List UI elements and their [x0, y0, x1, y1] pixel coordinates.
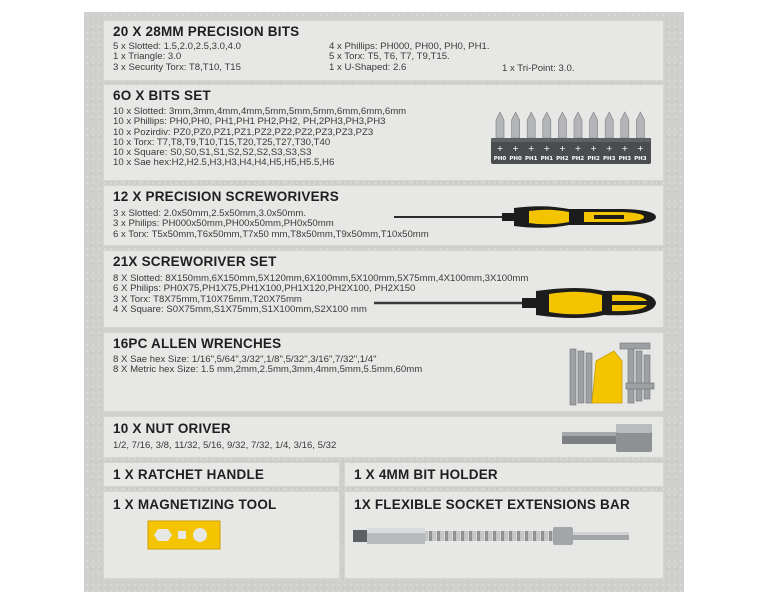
phillips-plus-icon: +	[621, 144, 629, 153]
phillips-plus-icon: +	[637, 144, 644, 153]
section-title: 21X SCREWORIVER SET	[113, 254, 277, 269]
spec-line: 10 x Pozirdiv: PZ0,PZ0,PZ1,PZ1,PZ2,PZ2,PZ2,PZ3,PZ3,PZ3	[113, 126, 374, 138]
flex-coil-segment	[485, 531, 488, 541]
flex-coil-segment	[493, 531, 496, 541]
spec-line: 1 x U-Shaped: 2.6	[329, 61, 407, 73]
screwdriver-bit	[512, 112, 520, 138]
spec-line: 8 X Slotted: 8X150mm,6X150mm,5X120mm,6X100mm,5X100mm,5X75mm,4X100mm,3X100mm	[113, 273, 529, 284]
nut-driver-illustration	[562, 422, 654, 454]
bit-size-label: PH1	[524, 156, 538, 162]
flex-coil-segment	[517, 531, 520, 541]
phillips-plus-icon: +	[574, 144, 582, 153]
screwdriver-bit	[543, 112, 551, 138]
precision-bits-panel	[103, 20, 664, 81]
spec-line: 3 x Security Torx: T8,T10, T15	[113, 61, 241, 73]
spec-line: 3 x Slotted: 2.0x50mm,2.5x50mm,3.0x50mm.	[113, 208, 307, 219]
flex-coil-segment	[481, 531, 484, 541]
spec-line: 3 x Philips: PH000x50mm,PH00x50mm,PH0x50mm	[113, 218, 334, 230]
bit-size-label: PH0	[509, 156, 522, 162]
phillips-plus-icon: +	[527, 144, 535, 153]
ratchet-handle-panel	[103, 462, 340, 487]
flex-coil-segment	[465, 531, 468, 541]
spec-line: 1/2, 7/16, 3/8, 11/32, 5/16, 9/32, 7/32, 1/4, 3/16, 5/32	[113, 440, 337, 451]
section-title: 6O X BITS SET	[113, 88, 211, 103]
flex-coil-segment	[445, 531, 448, 541]
spec-line: 10 x Slotted: 3mm,3mm,4mm,4mm,5mm,5mm,5mm,6mm,6mm,6mm	[113, 106, 407, 117]
spec-column-1	[113, 42, 241, 73]
precision-screwdrivers-panel	[103, 185, 664, 246]
spec-lines	[113, 209, 429, 240]
section-title: 1 X 4MM BIT HOLDER	[354, 467, 498, 482]
section-title: 1 X RATCHET HANDLE	[113, 467, 265, 482]
spec-line: 8 X Metric hex Size: 1.5 mm,2mm,2.5mm,3mm,4mm,5mm,5.5mm,60mm	[113, 364, 423, 376]
phillips-plus-icon: +	[590, 144, 597, 153]
flex-coil-segment	[477, 531, 480, 541]
nut-driver-panel	[103, 416, 664, 458]
screwdriver-bit	[558, 112, 566, 138]
spec-line: 5 x Slotted: 1.5,2.0,2.5,3.0,4.0	[113, 41, 242, 52]
spec-line: 4 X Square: S0X75mm,S1X75mm,S1X100mm,S2X100 mm	[113, 303, 367, 315]
flex-coil-segment	[473, 531, 476, 541]
section-title: 20 X 28MM PRECISION BITS	[113, 24, 300, 39]
flex-coil-segment	[521, 531, 524, 541]
bit-size-label: PH3	[602, 156, 616, 162]
spec-line: 10 x Sae hex:H2,H2.5,H3,H3,H4,H4,H5,H5,H5.5,H6	[113, 157, 335, 169]
section-title: 12 X PRECISION SCREWORIVERS	[113, 189, 339, 204]
flex-coil-segment	[425, 531, 428, 541]
flex-coil-segment	[509, 531, 512, 541]
extension-bar-panel	[344, 491, 664, 579]
flex-coil-segment	[433, 531, 436, 541]
screwdriver-set-panel	[103, 250, 664, 328]
bit-size-label: PH2	[556, 156, 569, 162]
magnetizing-tool-panel	[103, 491, 340, 579]
screwdriver-bit	[527, 112, 535, 138]
flex-coil-segment	[441, 531, 444, 541]
flex-coil-segment	[461, 531, 464, 541]
flex-coil-segment	[549, 531, 552, 541]
bits-set-panel	[103, 84, 664, 181]
bit-size-label: PH2	[587, 156, 600, 162]
spec-column-2	[329, 42, 490, 73]
screwdriver-bit	[605, 112, 613, 138]
flex-coil-segment	[525, 531, 528, 541]
bit-holder-panel	[344, 462, 664, 487]
spec-line: 5 x Torx: T5, T6, T7, T9,T15.	[329, 51, 450, 63]
flex-coil-segment	[469, 531, 472, 541]
phillips-plus-icon: +	[512, 144, 519, 153]
spec-line: 3 X Torx: T8X75mm,T10X75mm,T20X75mm	[113, 293, 302, 305]
spec-lines	[113, 107, 406, 169]
section-title: 16PC ALLEN WRENCHES	[113, 336, 282, 351]
flex-coil-segment	[529, 531, 532, 541]
precision-screwdriver-illustration	[394, 200, 659, 234]
flex-coil-segment	[497, 531, 500, 541]
flex-coil-segment	[505, 531, 508, 541]
allen-wrenches-panel	[103, 332, 664, 412]
flex-coil-segment	[501, 531, 504, 541]
screwdriver-bit	[590, 112, 598, 138]
spec-line: 10 x Torx: T7,T8,T9,T10,T15,T20,T25,T27,T30,T40	[113, 136, 331, 148]
allen-wrench-illustration	[566, 341, 656, 409]
screwdriver-bit	[621, 112, 629, 138]
flex-coil-segment	[437, 531, 440, 541]
spec-line: 10 x Square: S0,S0,S1,S1,S2,S2,S2,S3,S3,S3	[113, 147, 312, 159]
flex-coil-segment	[453, 531, 456, 541]
screwdriver-bit	[496, 112, 504, 138]
flex-coil-segment	[533, 531, 536, 541]
spec-lines	[113, 355, 422, 376]
spec-line: 1 x Triangle: 3.0	[113, 51, 182, 63]
flex-coil-segment	[457, 531, 460, 541]
phillips-plus-icon: +	[543, 144, 551, 153]
phillips-plus-icon: +	[559, 144, 566, 153]
bit-rack-illustration	[491, 112, 651, 164]
flex-coil-segment	[449, 531, 452, 541]
screwdriver-bit	[574, 112, 582, 138]
section-title: 10 X NUT ORIVER	[113, 421, 231, 436]
spec-line: 4 x Phillips: PH000, PH00, PH0, PH1.	[329, 41, 490, 52]
spec-line: 6 X Philips: PH0X75,PH1X75,PH1X100,PH1X120,PH2X100, PH2X150	[113, 283, 416, 295]
spec-lines	[113, 441, 336, 451]
screwdriver-illustration	[374, 285, 659, 321]
spec-line: 6 x Torx: T5x50mm,T6x50mm,T7x50 mm,T8x50mm,T9x50mm,T10x50mm	[113, 228, 429, 240]
spec-line: 10 x Phillips: PH0,PH0, PH1,PH1 PH2,PH2, PH,2PH3,PH3,PH3	[113, 116, 386, 128]
flex-coil-segment	[513, 531, 516, 541]
phillips-plus-icon: +	[605, 144, 613, 153]
bit-size-label: PH0	[493, 156, 507, 162]
flex-coil-segment	[545, 531, 548, 541]
section-title: 1 X MAGNETIZING TOOL	[113, 497, 277, 512]
bit-size-label: PH3	[618, 156, 632, 162]
flex-coil-segment	[489, 531, 492, 541]
spec-line: 8 X Sae hex Size: 1/16",5/64",3/32",1/8",5/32",3/16",7/32",1/4"	[113, 354, 377, 365]
phillips-plus-icon: +	[496, 144, 504, 153]
section-title: 1X FLEXIBLE SOCKET EXTENSIONS BAR	[354, 497, 630, 512]
extension-bar-illustration	[353, 522, 633, 550]
screwdriver-bit	[636, 112, 644, 138]
spec-line: 1 x Tri-Point: 3.0.	[502, 62, 575, 74]
flex-coil-segment	[429, 531, 432, 541]
bit-size-label: PH1	[540, 156, 554, 162]
bit-size-label: PH3	[634, 156, 647, 162]
magnetizer-illustration	[144, 517, 224, 553]
flex-coil-segment	[541, 531, 544, 541]
flex-coil-segment	[537, 531, 540, 541]
bit-size-label: PH2	[571, 156, 585, 162]
